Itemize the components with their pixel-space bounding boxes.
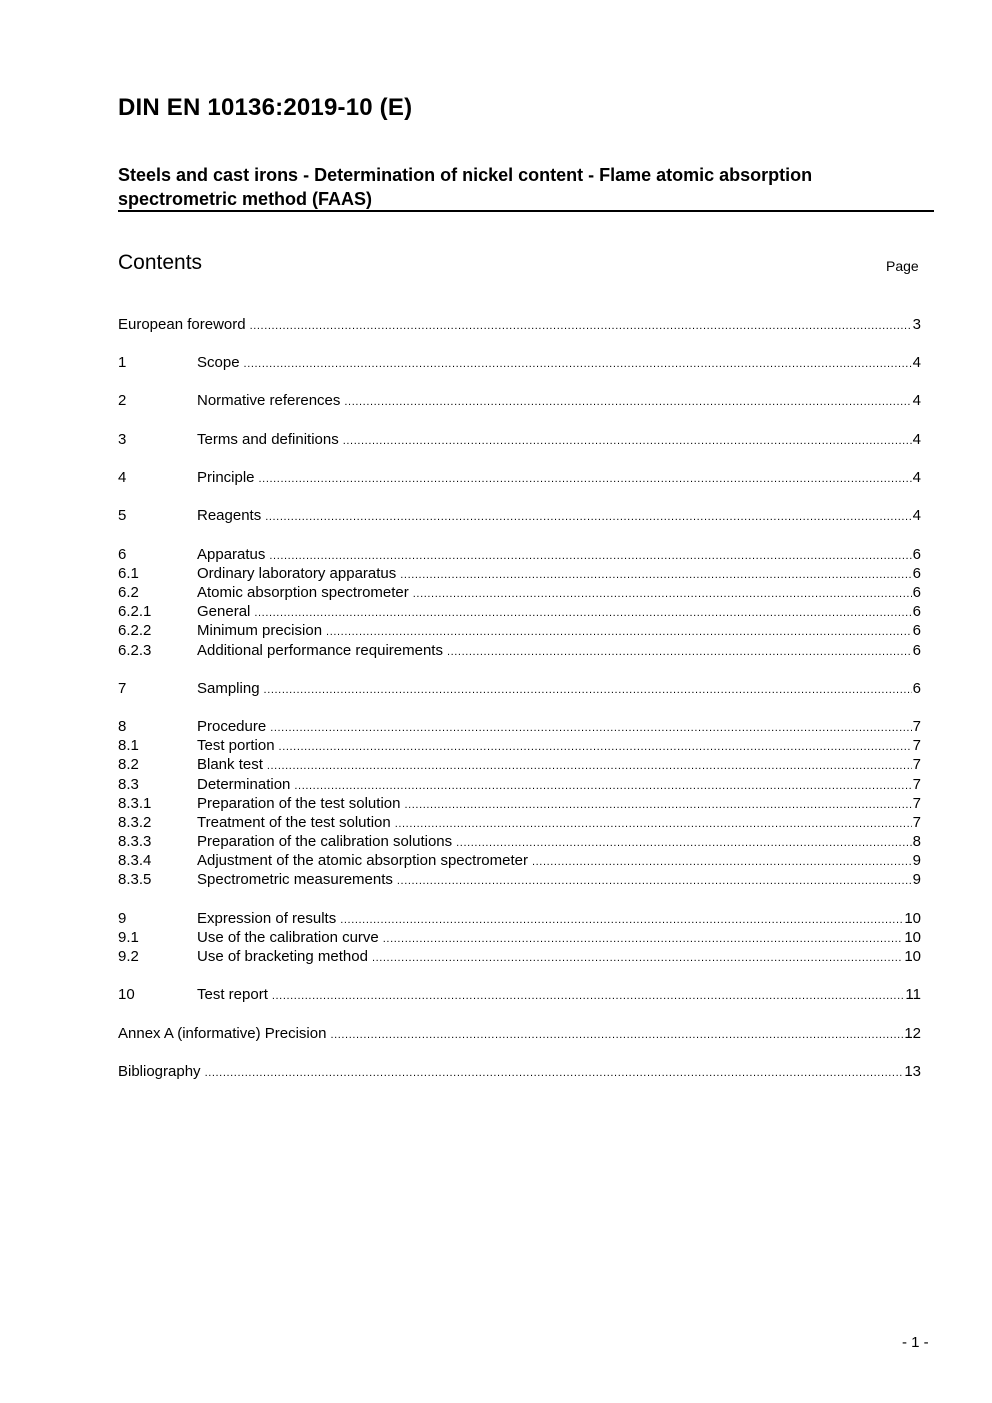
toc-entry-number: 2: [118, 392, 127, 409]
toc-entry-number: 6: [118, 546, 127, 563]
toc-entry[interactable]: [118, 583, 921, 603]
toc-entry[interactable]: [118, 928, 921, 948]
page-number: - 1 -: [902, 1334, 929, 1351]
toc-entry[interactable]: [118, 353, 921, 373]
toc-dot-leader: [344, 392, 911, 412]
toc-entry-title: Atomic absorption spectrometer: [197, 584, 409, 601]
toc-dot-leader: [244, 354, 912, 374]
toc-entry-number: 8.3.3: [118, 833, 152, 850]
document-title: Steels and cast irons - Determination of nickel content - Flame atomic absorption spectrometric method (FAAS): [118, 165, 813, 209]
toc-entry-page: 6: [912, 546, 921, 563]
toc-dot-leader: [259, 469, 912, 489]
toc-dot-leader: [340, 910, 903, 930]
toc-entry[interactable]: [118, 870, 921, 890]
toc-entry-title: Apparatus: [197, 546, 266, 563]
toc-entry-number: 9.1: [118, 929, 139, 946]
toc-entry-number: 6.1: [118, 565, 139, 582]
toc-entry-title: Treatment of the test solution: [197, 814, 391, 831]
toc-entry-page: 6: [912, 642, 921, 659]
toc-entry[interactable]: [118, 1062, 921, 1082]
toc-entry-title: Determination: [197, 776, 291, 793]
toc-entry[interactable]: [118, 391, 921, 411]
toc-dot-leader: [269, 546, 911, 566]
toc-entry-title: Expression of results: [197, 910, 337, 927]
toc-entry-title: Use of the calibration curve: [197, 929, 379, 946]
toc-entry[interactable]: [118, 985, 921, 1005]
toc-entry-number: 8.3.4: [118, 852, 152, 869]
toc-dot-leader: [330, 1025, 903, 1045]
toc-entry[interactable]: [118, 794, 921, 814]
toc-entry-number: 5: [118, 507, 127, 524]
toc-entry-title: Annex A (informative) Precision: [118, 1025, 327, 1042]
toc-entry[interactable]: [118, 755, 921, 775]
toc-entry-number: 8.3.5: [118, 871, 152, 888]
toc-entry-title: Preparation of the test solution: [197, 795, 401, 812]
toc-entry-page: 4: [912, 354, 921, 371]
toc-entry-number: 6.2: [118, 584, 139, 601]
toc-dot-leader: [264, 680, 912, 700]
toc-entry[interactable]: [118, 564, 921, 584]
toc-entry-number: 9: [118, 910, 127, 927]
document-identifier: DIN EN 10136:2019-10 (E): [118, 94, 413, 121]
toc-entry-number: 1: [118, 354, 127, 371]
toc-entry-page: 4: [912, 431, 921, 448]
toc-entry-title: Preparation of the calibration solutions: [197, 833, 453, 850]
toc-entry-number: 9.2: [118, 948, 139, 965]
toc-entry-page: 13: [904, 1063, 921, 1080]
toc-entry[interactable]: [118, 717, 921, 737]
toc-entry-number: 8.1: [118, 737, 139, 754]
toc-entry[interactable]: [118, 909, 921, 929]
toc-entry-title: Minimum precision: [197, 622, 323, 639]
toc-entry-title: Procedure: [197, 718, 267, 735]
toc-entry-page: 7: [912, 737, 921, 754]
toc-entry[interactable]: [118, 506, 921, 526]
toc-entry-page: 10: [904, 910, 921, 927]
toc-entry-page: 4: [912, 507, 921, 524]
toc-entry-number: 4: [118, 469, 127, 486]
toc-dot-leader: [404, 795, 911, 815]
toc-dot-leader: [265, 507, 911, 527]
title-divider: [118, 210, 934, 212]
toc-entry-title: Test report: [197, 986, 268, 1003]
toc-entry-number: 6.2.2: [118, 622, 152, 639]
toc-entry-page: 6: [912, 622, 921, 639]
toc-entry-page: 9: [912, 871, 921, 888]
toc-entry-page: 4: [912, 392, 921, 409]
toc-entry-title: Principle: [197, 469, 255, 486]
toc-dot-leader: [272, 986, 905, 1006]
toc-dot-leader: [343, 431, 912, 451]
toc-entry[interactable]: [118, 775, 921, 795]
toc-entry[interactable]: [118, 545, 921, 565]
toc-entry[interactable]: [118, 947, 921, 967]
toc-entry-page: 3: [912, 316, 921, 333]
toc-dot-leader: [400, 565, 911, 585]
toc-dot-leader: [397, 871, 912, 891]
toc-entry-number: 8.3.2: [118, 814, 152, 831]
toc-dot-leader: [456, 833, 912, 853]
toc-entry[interactable]: [118, 851, 921, 871]
toc-entry-page: 7: [912, 776, 921, 793]
toc-entry-number: 7: [118, 680, 127, 697]
toc-entry-number: 6.2.3: [118, 642, 152, 659]
toc-entry-title: Sampling: [197, 680, 260, 697]
toc-entry-page: 7: [912, 756, 921, 773]
toc-entry-page: 9: [912, 852, 921, 869]
toc-entry-page: 6: [912, 603, 921, 620]
toc-entry-page: 11: [905, 986, 921, 1003]
toc-dot-leader: [395, 814, 912, 834]
toc-entry-title: Reagents: [197, 507, 262, 524]
toc-entry[interactable]: [118, 430, 921, 450]
toc-entry-number: 10: [118, 986, 135, 1003]
toc-entry-title: Test portion: [197, 737, 275, 754]
page-column-label: Page: [886, 258, 919, 274]
toc-dot-leader: [279, 737, 912, 757]
toc-entry-number: 8.2: [118, 756, 139, 773]
toc-entry[interactable]: [118, 641, 921, 661]
toc-entry-page: 6: [912, 565, 921, 582]
toc-dot-leader: [254, 603, 911, 623]
contents-heading: Contents: [118, 251, 203, 274]
toc-dot-leader: [270, 718, 911, 738]
toc-entry-title: Additional performance requirements: [197, 642, 443, 659]
toc-entry-number: 8: [118, 718, 127, 735]
toc-dot-leader: [383, 929, 904, 949]
toc-entry-page: 7: [912, 795, 921, 812]
toc-entry-page: 8: [912, 833, 921, 850]
toc-dot-leader: [372, 948, 903, 968]
toc-entry-title: Spectrometric measurements: [197, 871, 393, 888]
toc-dot-leader: [205, 1063, 904, 1083]
toc-entry[interactable]: [118, 736, 921, 756]
toc-entry-title: General: [197, 603, 251, 620]
toc-entry-page: 10: [904, 948, 921, 965]
toc-dot-leader: [294, 776, 911, 796]
toc-entry[interactable]: [118, 1024, 921, 1044]
toc-entry-page: 12: [904, 1025, 921, 1042]
toc-entry-page: 7: [912, 718, 921, 735]
toc-entry-number: 8.3.1: [118, 795, 152, 812]
toc-entry-title: Terms and definitions: [197, 431, 339, 448]
toc-dot-leader: [326, 622, 912, 642]
toc-entry-number: 8.3: [118, 776, 139, 793]
toc-entry[interactable]: [118, 468, 921, 488]
toc-dot-leader: [413, 584, 912, 604]
toc-entry-title: Adjustment of the atomic absorption spectrometer: [197, 852, 528, 869]
toc-entry-page: 6: [912, 584, 921, 601]
toc-entry-number: 6.2.1: [118, 603, 152, 620]
toc-entry-title: Bibliography: [118, 1063, 201, 1080]
toc-entry-title: European foreword: [118, 316, 246, 333]
toc-entry[interactable]: [118, 315, 921, 335]
toc-entry[interactable]: [118, 602, 921, 622]
toc-entry[interactable]: [118, 813, 921, 833]
toc-dot-leader: [267, 756, 912, 776]
toc-entry-title: Scope: [197, 354, 240, 371]
toc-entry-title: Use of bracketing method: [197, 948, 368, 965]
toc-entry-title: Ordinary laboratory apparatus: [197, 565, 397, 582]
toc-entry[interactable]: [118, 679, 921, 699]
toc-entry-page: 6: [912, 680, 921, 697]
toc-entry-number: 3: [118, 431, 127, 448]
toc-entry-page: 7: [912, 814, 921, 831]
toc-entry-title: Blank test: [197, 756, 263, 773]
toc-dot-leader: [532, 852, 912, 872]
toc-entry-page: 10: [904, 929, 921, 946]
toc-entry[interactable]: [118, 832, 921, 852]
toc-entry[interactable]: [118, 621, 921, 641]
toc-entry-title: Normative references: [197, 392, 341, 409]
toc-dot-leader: [447, 642, 912, 662]
toc-entry-page: 4: [912, 469, 921, 486]
toc-dot-leader: [250, 316, 912, 336]
